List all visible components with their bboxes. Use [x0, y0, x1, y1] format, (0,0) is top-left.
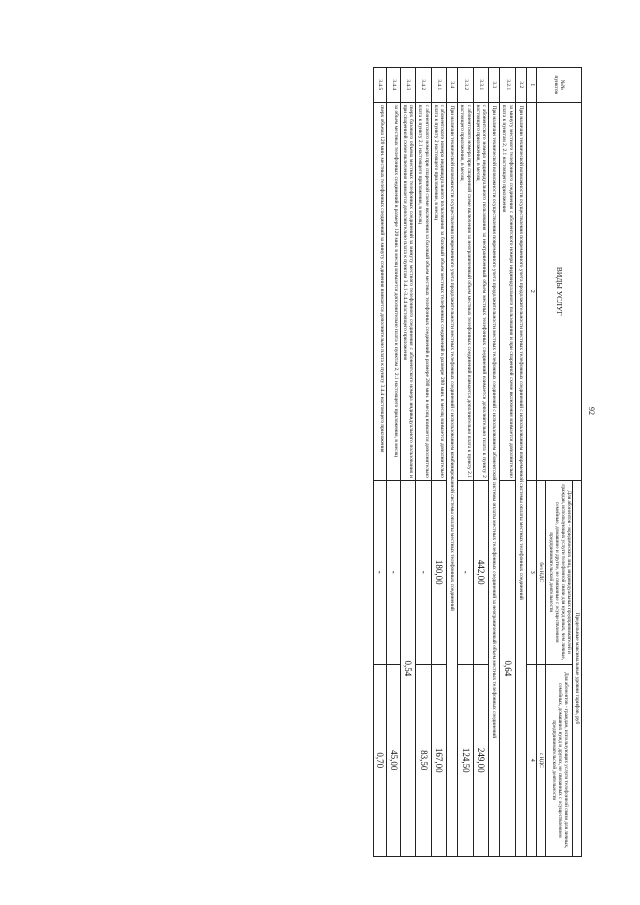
column-number: 1 [526, 68, 536, 103]
table-row [431, 68, 446, 857]
row-tariff-legal: 180,00 [431, 480, 446, 664]
header-with-vat: с НДС [536, 664, 545, 856]
row-number: 3.3 [489, 68, 500, 103]
row-service-text: с абонентского номера при спаренной схеме включения за базовый объем местных телефонных соединений в размере 280 мин. в месяц взимается дополнительно плата к пункту 2.1 настоящего приложения, в месяц [416, 102, 431, 480]
row-number: 3.4.1 [431, 68, 446, 103]
row-service-text: сверх базового объема местных телефонных соединений за минуту местного телефонного соединения с абонентского номера индивидуального пользования и при спаренной схеме включения взимается дополнительно плата к пунктам 3.4.1-3.4.4 настоящего приложения [400, 102, 415, 480]
row-tariff-citizen: 249,00 [473, 664, 488, 856]
column-number: 2 [526, 102, 536, 480]
row-service-text: с абонентского номера индивидуального пользования за базовый объем местных телефонных соединений в размере 280 мин. в месяц взимается дополнительно плата к пункту 2 настоящего приложения, в месяц [431, 102, 446, 480]
header-row-1 [572, 68, 581, 857]
row-service-text: При наличии технической возможности осуществления повременного учета продолжительности местных телефонных соединений с использованием абонентской системы оплаты местных телефонных соединений за неограниченный объем местных телефонных соединений [489, 102, 500, 856]
table-row-section [447, 68, 458, 857]
table-row [374, 68, 387, 857]
row-number: 3.4.5 [374, 68, 387, 103]
header-col-no: №№ пунктов [536, 68, 581, 103]
row-number: 3.4 [447, 68, 458, 103]
row-tariff-legal: - [374, 480, 387, 664]
header-tariff-group: Предельные максимальные уровни тарифов, руб [572, 480, 581, 856]
row-service-text: с абонентского номера индивидуального пользования за неограниченный объем местных телефонных соединений взимается дополнительно плата к пункту 2 настоящего приложения, в месяц [473, 102, 488, 480]
row-service-text: с абонентского номера при спаренной схеме включения за неограниченный объем местных телефонных соединений взимается дополнительно плата к пункту 2.1 настоящего приложения, в месяц [458, 102, 473, 480]
header-legal-entities: Для абонентов - юридических лиц, индивидуальных предпринимателей и граждан, использующих услуги телефонной связи для нужд иных, чем личные, семейные, домашние и другие, не связанные с осуществлением предпринимательской деятельности [545, 480, 572, 664]
row-tariff-citizen: 124,50 [458, 664, 473, 856]
table-row [458, 68, 473, 857]
table-row [473, 68, 488, 857]
row-service-text: При наличии технической возможности осуществления повременного учета продолжительности местных телефонных соединений с использованием повременной системы оплаты местных телефонных соединений [515, 102, 526, 856]
row-tariff-citizen: 45,00 [387, 664, 400, 856]
table-row-section [489, 68, 500, 857]
row-service-text: за объем местных телефонных соединений в размере 120 мин. в месяц взимается дополнительно плата к пунктам 2, 2.1 настоящего приложения, в месяц [387, 102, 400, 480]
row-tariff-citizen: 83,50 [416, 664, 431, 856]
header-citizens: Для абонентов - граждан, использующих услуги телефонной связи для личных, семейных, домашних нужд и других, не связанных с осуществлением предпринимательской деятельности [545, 664, 572, 856]
tariff-table [373, 67, 582, 857]
page-number: 92 [587, 407, 596, 415]
column-number: 3 [526, 480, 536, 664]
row-tariff-value: 0,54 [400, 480, 415, 856]
table-row [387, 68, 400, 857]
row-tariff-legal: - [458, 480, 473, 664]
header-no-vat: без НДС [536, 480, 545, 664]
row-tariff-citizen: 167,00 [431, 664, 446, 856]
row-number: 3.4.2 [416, 68, 431, 103]
row-service-text: за минуту местного телефонного соединения с абонентского номера индивидуального пользования и при спаренной схеме включения взимается дополнительно плата к пунктам 2, 2.1 настоящего приложения [500, 102, 515, 480]
row-number: 3.4.3 [400, 68, 415, 103]
row-number: 3.2.1 [500, 68, 515, 103]
column-number: 4 [526, 664, 536, 856]
row-number: 3.3.2 [458, 68, 473, 103]
row-tariff-legal: - [387, 480, 400, 664]
row-number: 3.3.1 [473, 68, 488, 103]
row-tariff-legal: 442,00 [473, 480, 488, 664]
column-number-row [526, 68, 536, 857]
row-tariff-value: 0,64 [500, 480, 515, 856]
row-tariff-citizen: 0,70 [374, 664, 387, 856]
table-row-section [515, 68, 526, 857]
table-row [416, 68, 431, 857]
rotated-landscape-sheet [135, 47, 600, 865]
row-service-text: При наличии технической возможности осуществления повременного учета продолжительности местных телефонных соединений с использованием комбинированной системы оплаты местных телефонных соединений [447, 102, 458, 856]
row-tariff-legal: - [416, 480, 431, 664]
row-number: 3.2 [515, 68, 526, 103]
header-col-service: ВИДЫ УСЛУГ [536, 102, 581, 480]
table-row [500, 68, 515, 857]
row-service-text: сверх объема 120 мин. местных телефонных соединений за минуту соединения взимается дополнительно плата к пункту 3.4.4 настоящего приложения [374, 102, 387, 480]
table-row [400, 68, 415, 857]
row-number: 3.4.4 [387, 68, 400, 103]
